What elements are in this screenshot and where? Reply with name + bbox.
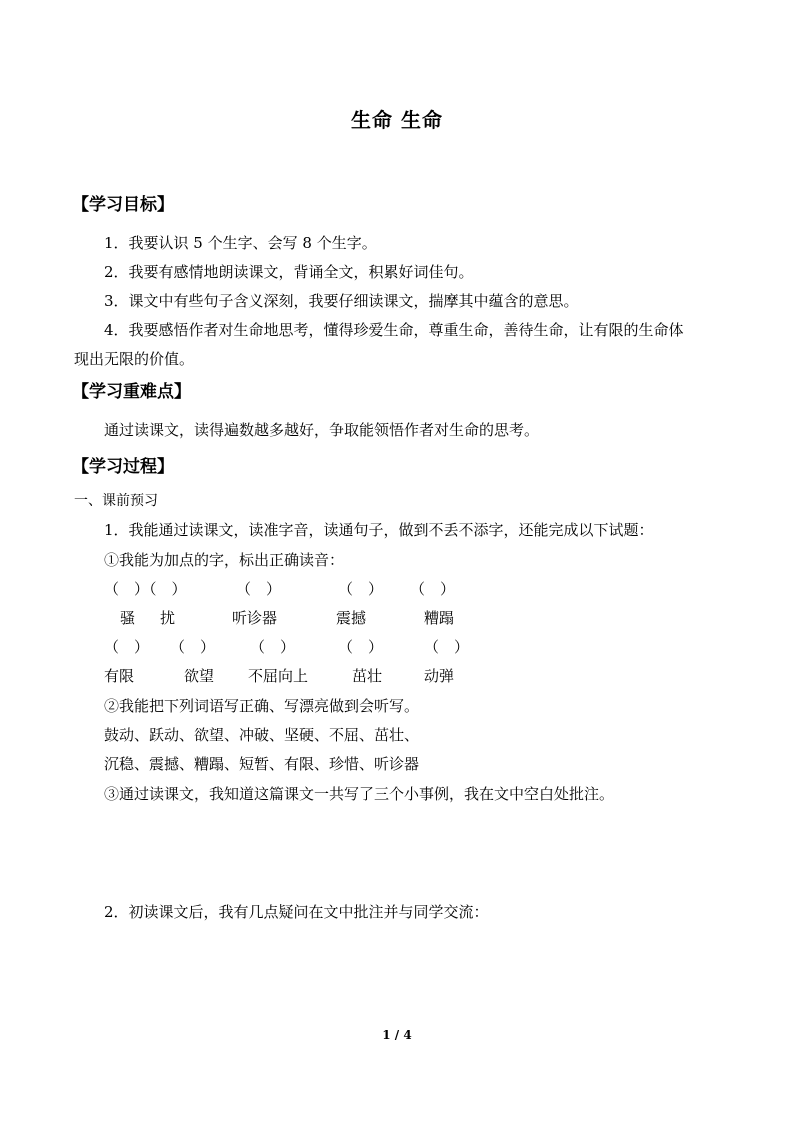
sub-question-2: ②我能把下列词语写正确、写漂亮做到会听写。 — [104, 697, 420, 715]
word-item: 欲望 — [184, 667, 215, 685]
pinyin-blank[interactable]: （ ） — [410, 580, 456, 598]
key-points-text: 通过读课文，读得遍数越多越好，争取能领悟作者对生命的思考。 — [104, 421, 540, 439]
part1-title: 一、课前预习 — [74, 493, 158, 509]
sub-question-3: ③通过读课文，我知道这篇课文一共写了三个小事例，我在文中空白处批注。 — [104, 785, 615, 803]
objective-item-3: 3．课文中有些句子含义深刻，我要仔细读课文，揣摩其中蕴含的意思。 — [104, 292, 579, 310]
key-points-heading: 【学习重难点】 — [72, 382, 191, 402]
pinyin-blank[interactable]: （ ） — [104, 638, 150, 656]
word-list-line-2: 沉稳、震撼、糟蹋、短暂、有限、珍惜、听诊器 — [104, 755, 420, 773]
page-title: 生命 生命 — [351, 108, 443, 132]
word-item: 听诊器 — [232, 609, 278, 627]
word-item: 茁壮 — [352, 667, 383, 685]
word-item: 动弹 — [424, 667, 455, 685]
objective-item-1: 1．我要认识 5 个生字、会写 8 个生字。 — [104, 234, 377, 252]
pinyin-blank[interactable]: （ ） — [250, 638, 296, 656]
process-item-1: 1．我能通过读课文，读准字音，读通句子，做到不丢不添字，还能完成以下试题： — [104, 521, 654, 539]
objective-item-4: 4．我要感悟作者对生命地思考，懂得珍爱生命，尊重生命，善待生命，让有限的生命体 — [104, 321, 684, 339]
pinyin-blank[interactable]: （ ） — [236, 580, 282, 598]
word-item: 糟蹋 — [424, 609, 455, 627]
objectives-heading: 【学习目标】 — [72, 195, 174, 215]
word-item: 骚 — [120, 609, 136, 627]
page-number: 1 / 4 — [382, 1028, 412, 1042]
word-item: 扰 — [160, 609, 176, 627]
word-item: 有限 — [104, 667, 135, 685]
pinyin-blank[interactable]: （ ） — [338, 580, 384, 598]
process-heading: 【学习过程】 — [72, 457, 174, 477]
objective-item-4-cont: 现出无限的价值。 — [74, 350, 195, 368]
word-item: 不屈向上 — [248, 667, 309, 685]
pinyin-blank[interactable]: （ ）（ ） — [104, 580, 187, 598]
sub-question-1: ①我能为加点的字，标出正确读音： — [104, 551, 345, 569]
word-list-line-1: 鼓动、跃动、欲望、冲破、坚硬、不屈、茁壮、 — [104, 726, 420, 744]
objective-item-2: 2．我要有感情地朗读课文，背诵全文，积累好词佳句。 — [104, 263, 474, 281]
pinyin-blank[interactable]: （ ） — [170, 638, 216, 656]
word-item: 震撼 — [336, 609, 367, 627]
process-item-2: 2．初读课文后，我有几点疑问在文中批注并与同学交流： — [104, 903, 489, 921]
pinyin-blank[interactable]: （ ） — [338, 638, 384, 656]
pinyin-blank[interactable]: （ ） — [424, 638, 470, 656]
